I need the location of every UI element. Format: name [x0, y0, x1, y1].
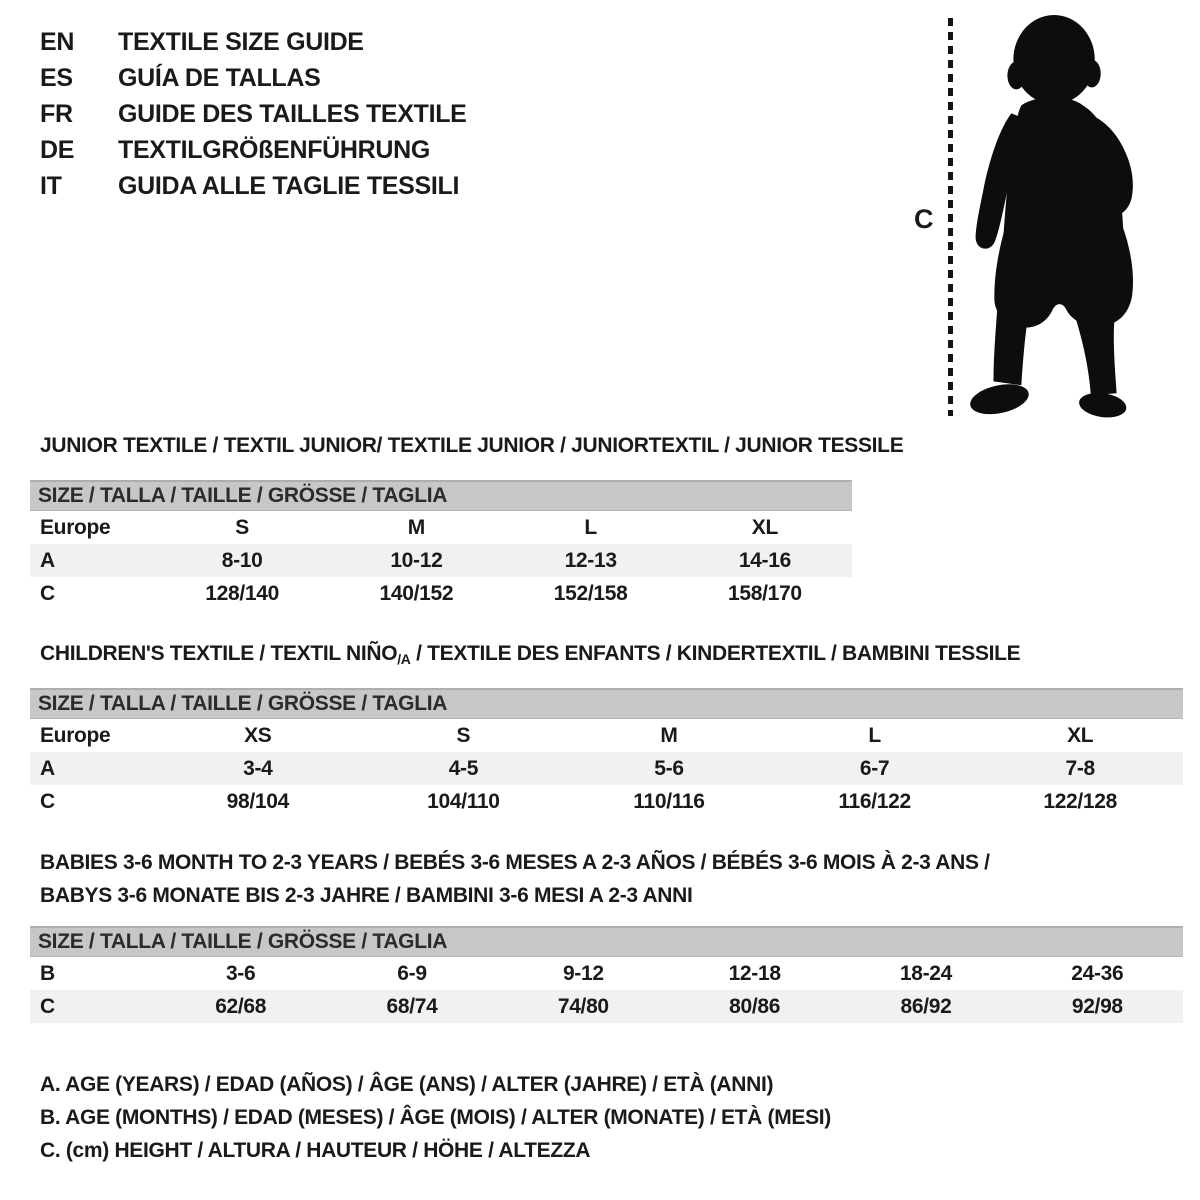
size-cell: 98/104	[226, 789, 289, 813]
language-code: EN	[40, 28, 75, 56]
size-cell: 128/140	[205, 581, 279, 605]
size-table-row	[30, 511, 852, 544]
size-cell: XS	[244, 723, 272, 747]
language-code: DE	[40, 136, 75, 164]
children-title-part2: / TEXTILE DES ENFANTS / KINDERTEXTIL / BAMBINI TESSILE	[410, 642, 1021, 665]
size-cell: 92/98	[1071, 994, 1123, 1018]
junior-size-table	[30, 511, 852, 610]
size-table-row	[30, 719, 1183, 752]
size-cell: XL	[751, 515, 778, 539]
language-row	[40, 60, 467, 96]
row-label: C	[40, 581, 55, 605]
size-cell: 12-13	[564, 548, 617, 572]
language-row	[40, 24, 467, 60]
junior-size-header-bar	[30, 480, 852, 511]
guide-title-es: GUÍA DE TALLAS	[118, 64, 321, 92]
language-code: ES	[40, 64, 73, 92]
size-cell: S	[456, 723, 471, 747]
size-cell: 152/158	[553, 581, 628, 605]
size-cell: 24-36	[1071, 961, 1124, 985]
legend-line-c: C. (cm) HEIGHT / ALTURA / HAUTEUR / HÖHE / ALTEZZA	[40, 1139, 591, 1162]
children-size-header-bar	[30, 688, 1183, 719]
size-cell: 122/128	[1043, 789, 1118, 813]
children-size-header-label: SIZE / TALLA / TAILLE / GRÖSSE / TAGLIA	[38, 692, 448, 715]
row-label: A	[40, 548, 55, 572]
size-table-row	[30, 752, 1183, 785]
language-code: IT	[40, 172, 62, 200]
size-cell: M	[407, 515, 425, 539]
babies-size-table	[30, 957, 1183, 1023]
legend	[40, 1068, 831, 1167]
size-cell: 3-4	[243, 756, 273, 780]
size-cell: L	[868, 723, 881, 747]
language-row	[40, 96, 467, 132]
row-label: C	[40, 789, 55, 813]
babies-size-header-label: SIZE / TALLA / TAILLE / GRÖSSE / TAGLIA	[38, 930, 448, 953]
guide-title-it: GUIDA ALLE TAGLIE TESSILI	[118, 172, 460, 200]
height-measure-label: C	[914, 204, 934, 234]
junior-size-header-label: SIZE / TALLA / TAILLE / GRÖSSE / TAGLIA	[38, 484, 448, 507]
size-cell: 4-5	[448, 756, 479, 780]
junior-section-title: JUNIOR TEXTILE / TEXTIL JUNIOR/ TEXTILE JUNIOR / JUNIORTEXTIL / JUNIOR TESSILE	[40, 434, 904, 457]
children-size-table	[30, 719, 1183, 818]
size-cell: 104/110	[427, 789, 500, 813]
language-row	[40, 132, 467, 168]
row-label: C	[40, 994, 55, 1018]
size-cell: 3-6	[225, 961, 256, 985]
size-cell: 110/116	[633, 789, 705, 813]
row-label: A	[40, 756, 55, 780]
language-list	[40, 24, 467, 204]
children-section-title	[40, 642, 1020, 667]
size-cell: 74/80	[557, 994, 609, 1018]
guide-title-fr: GUIDE DES TAILLES TEXTILE	[118, 100, 467, 128]
size-cell: 9-12	[562, 961, 604, 985]
children-title-part1: CHILDREN'S TEXTILE / TEXTIL NIÑO	[40, 642, 398, 665]
size-table-row	[30, 544, 852, 577]
guide-title-en: TEXTILE SIZE GUIDE	[118, 28, 364, 56]
guide-title-de: TEXTILGRÖßENFÜHRUNG	[118, 136, 430, 164]
size-cell: 140/152	[379, 581, 454, 605]
size-cell: XL	[1067, 723, 1094, 747]
size-cell: 62/68	[215, 994, 267, 1018]
children-title-subscript: /A	[397, 651, 411, 667]
size-table-row	[30, 785, 1183, 818]
row-label: Europe	[40, 515, 111, 539]
size-table-row	[30, 957, 1183, 990]
size-cell: 14-16	[738, 548, 791, 572]
height-measure-dashed-line	[948, 18, 953, 416]
size-cell: 6-9	[397, 961, 427, 985]
size-cell: 6-7	[859, 756, 890, 780]
size-cell: 10-12	[390, 548, 443, 572]
size-cell: 116/122	[838, 789, 911, 813]
size-cell: 12-18	[728, 961, 781, 985]
size-cell: 7-8	[1065, 756, 1095, 780]
language-row	[40, 168, 467, 204]
size-table-row	[30, 577, 852, 610]
size-cell: 86/92	[900, 994, 952, 1018]
size-cell: 68/74	[386, 994, 438, 1018]
size-cell: 8-10	[221, 548, 263, 572]
row-label: B	[40, 961, 55, 985]
size-table-row	[30, 990, 1183, 1023]
babies-section-title-line1: BABIES 3-6 MONTH TO 2-3 YEARS / BEBÉS 3-6 MESES A 2-3 AÑOS / BÉBÉS 3-6 MOIS À 2-3 ANS /	[40, 851, 990, 874]
size-cell: 158/170	[728, 581, 802, 605]
legend-line-a: A. AGE (YEARS) / EDAD (AÑOS) / ÂGE (ANS) / ALTER (JAHRE) / ETÀ (ANNI)	[40, 1073, 774, 1096]
babies-size-header-bar	[30, 926, 1183, 957]
row-label: Europe	[40, 723, 111, 747]
size-cell: M	[660, 723, 678, 747]
toddler-silhouette	[962, 10, 1164, 427]
legend-line-b: B. AGE (MONTHS) / EDAD (MESES) / ÂGE (MOIS) / ALTER (MONATE) / ETÀ (MESI)	[40, 1106, 831, 1129]
size-cell: 18-24	[899, 961, 953, 985]
language-code: FR	[40, 100, 73, 128]
size-cell: 80/86	[729, 994, 781, 1018]
babies-section-title-line2: BABYS 3-6 MONATE BIS 2-3 JAHRE / BAMBINI 3-6 MESI A 2-3 ANNI	[40, 884, 693, 907]
size-cell: 5-6	[654, 756, 684, 780]
size-cell: L	[584, 515, 597, 539]
size-cell: S	[235, 515, 249, 539]
